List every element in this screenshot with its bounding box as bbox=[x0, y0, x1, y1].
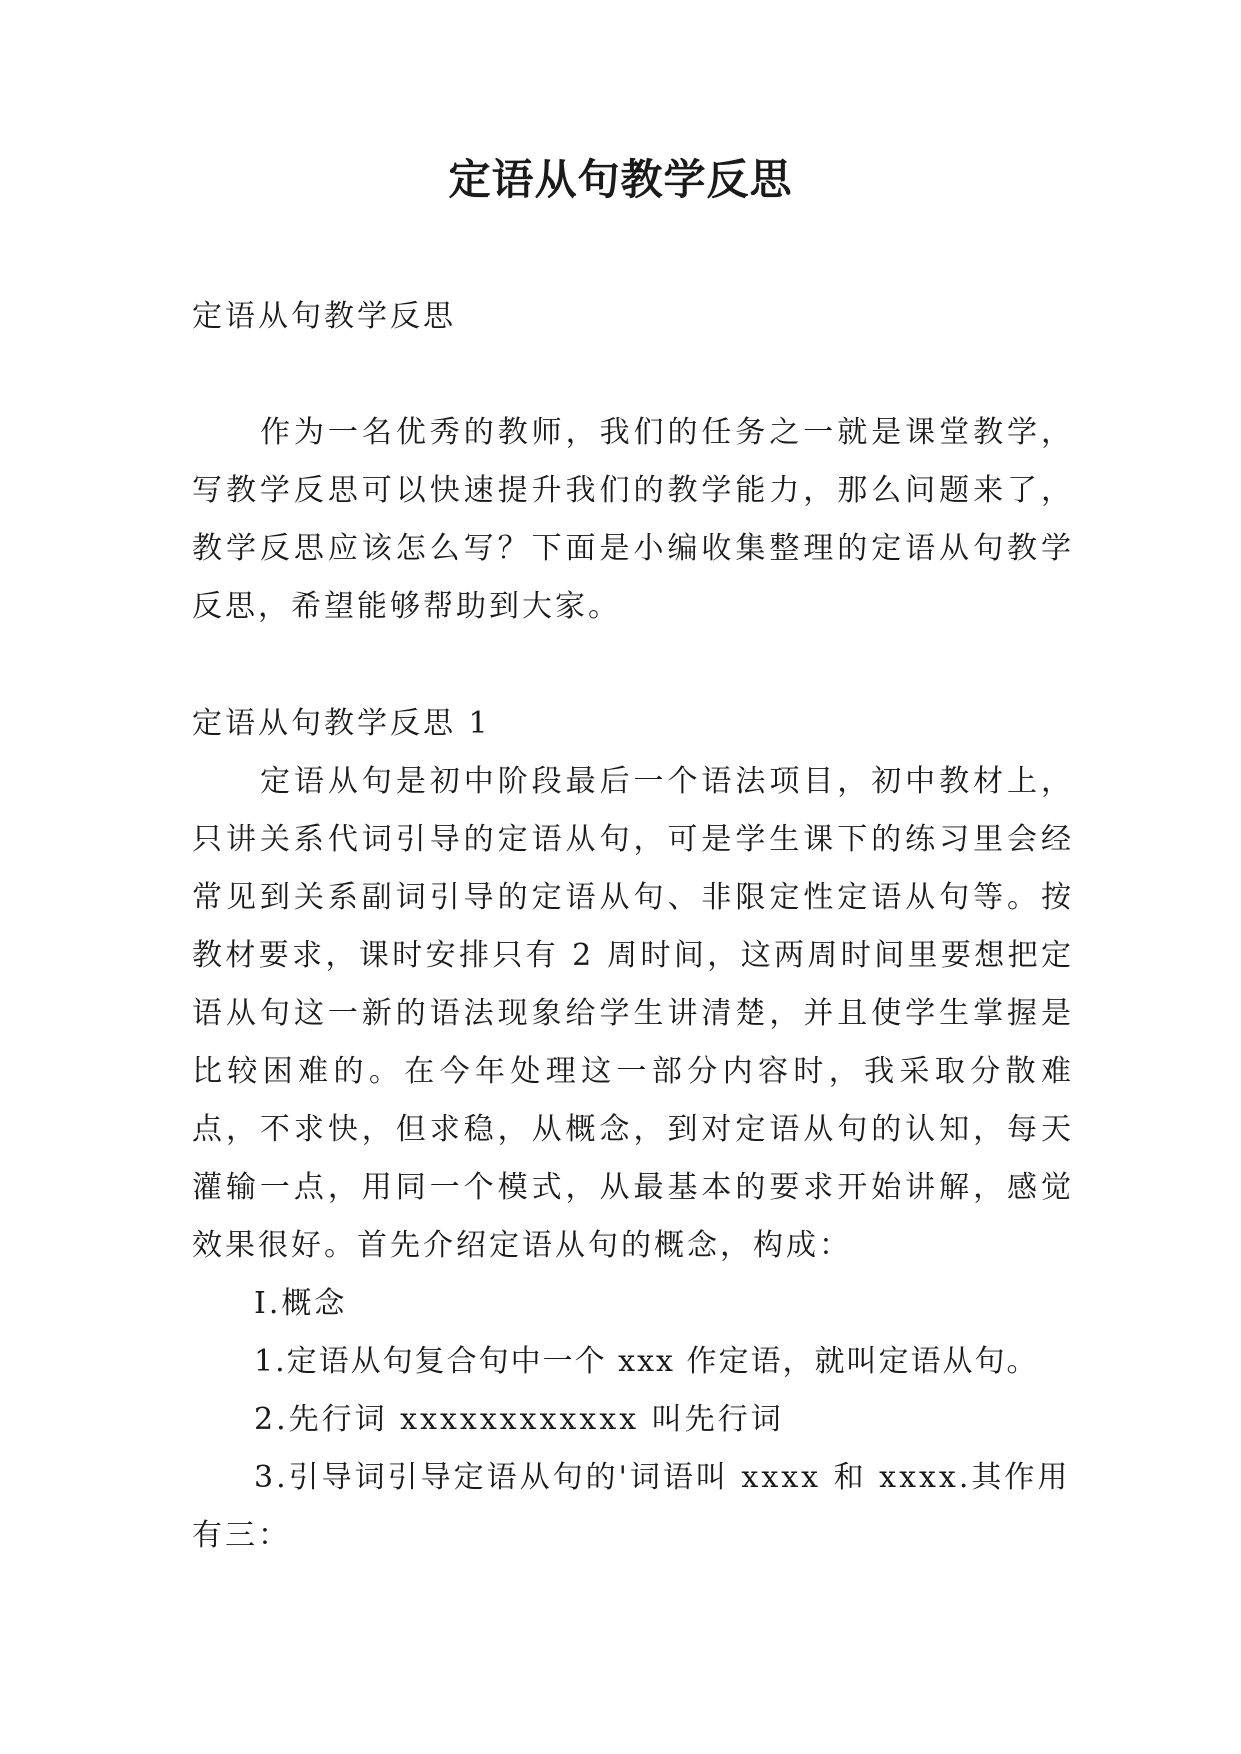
document-subtitle bbox=[192, 288, 1074, 346]
list-item: 1.定语从句复合句中一个 xxx 作定语，就叫定语从句。 bbox=[254, 1344, 1039, 1379]
intro-section bbox=[192, 404, 1074, 636]
subtitle-text: 定语从句教学反思 bbox=[192, 299, 456, 334]
list-item: I.概念 bbox=[254, 1286, 348, 1321]
section-heading: 定语从句教学反思 1 bbox=[192, 706, 491, 741]
section-paragraph: 定语从句是初中阶段最后一个语法项目，初中教材上，只讲关系代词引导的定语从句，可是学生课下的练习里会经常见到关系副词引导的定语从句、非限定性定语从句等。按教材要求，课时安排只有 2 周时间，这两周时间里要想把定语从句这一新的语法现象给学生讲清楚，并且使学生掌握是比较困难的。在今年处理这一部分内容时，我采取分散难点，不求快，但求稳，从概念，到对定语从句的认知，每天灌输一点，用同一个模式，从最基本的要求开始讲解，感觉效果很好。首先介绍定语从句的概念，构成： bbox=[192, 764, 1074, 1263]
section-1 bbox=[192, 695, 1074, 1565]
page-title: 定语从句教学反思 bbox=[448, 155, 793, 204]
list-item: 3.引导词引导定语从句的'词语叫 xxxx 和 xxxx.其作用有三： bbox=[192, 1460, 1071, 1553]
list-item: 2.先行词 xxxxxxxxxxxx 叫先行词 bbox=[254, 1402, 784, 1437]
intro-paragraph: 作为一名优秀的教师，我们的任务之一就是课堂教学，写教学反思可以快速提升我们的教学能力，那么问题来了，教学反思应该怎么写？下面是小编收集整理的定语从句教学反思，希望能够帮助到大家。 bbox=[192, 415, 1074, 624]
